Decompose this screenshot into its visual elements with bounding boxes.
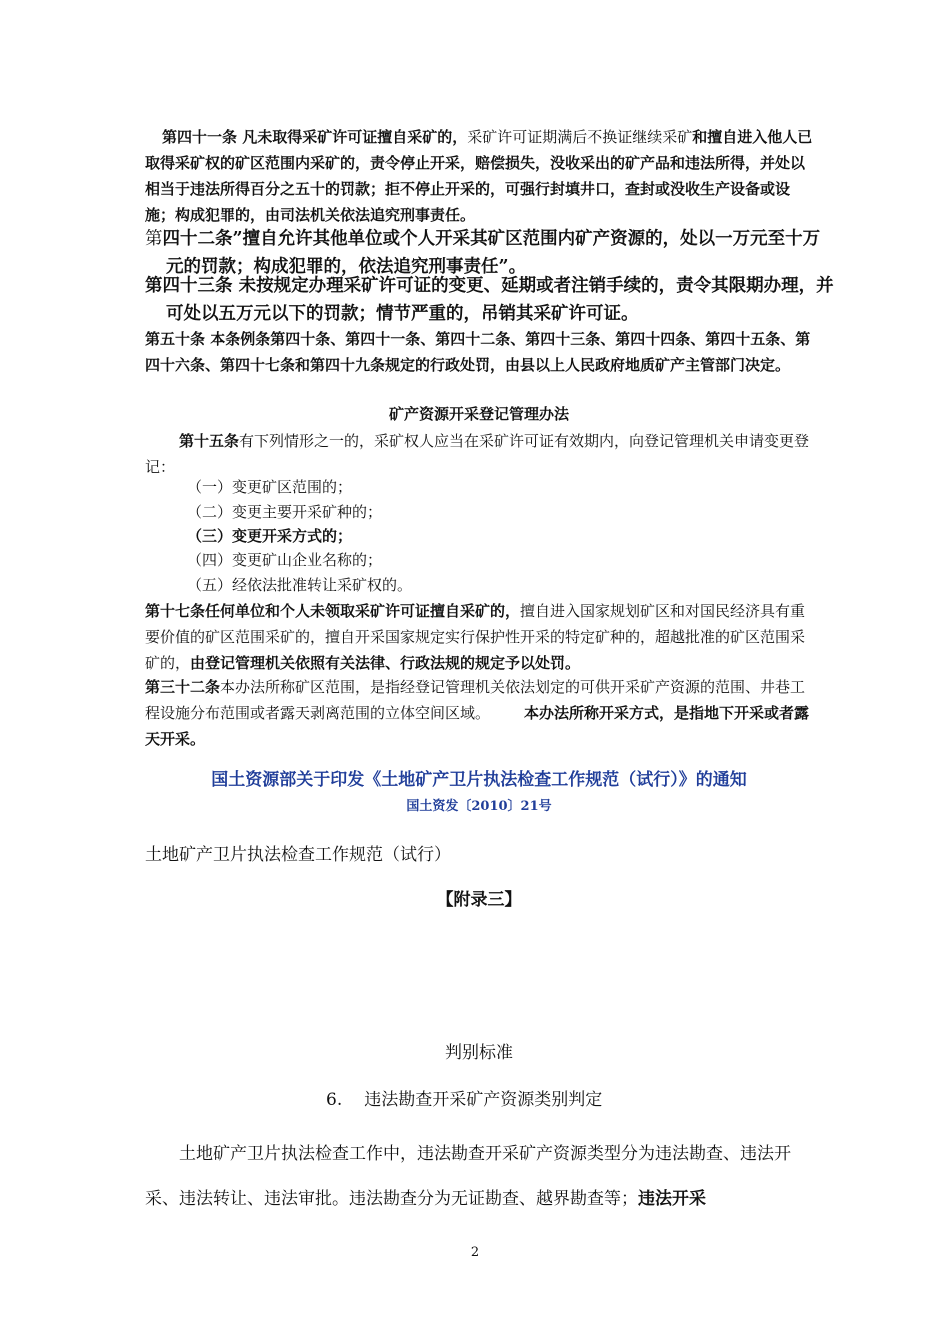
law2-article-17 <box>145 598 813 676</box>
list-item: （一）变更矿区范围的； <box>187 478 353 496</box>
appendix-label: 【附录三】 <box>436 890 522 910</box>
list-item: （五）经依法批准转让采矿权的。 <box>187 576 413 594</box>
page-number: 2 <box>470 1245 480 1260</box>
section-heading <box>326 1087 726 1113</box>
article-15-text: 有下列情形之一的，采矿权人应当在采矿许可证有效期内，向登记管理机关申请变更登记： <box>145 432 810 476</box>
section-number: 6. <box>326 1090 343 1110</box>
article-41-lead: 第四十一条 凡未取得采矿许可证擅自采矿的， <box>162 128 468 146</box>
criteria-heading: 判别标准 <box>445 1043 513 1063</box>
list-item: （三）变更开采方式的； <box>187 527 353 545</box>
article-17-mid: 擅自进入国家规划矿区和对国民经济具有重要价值的矿区范围采矿的，擅自开采国家规定实行保护性开采的特定矿种的，超越批准的矿区范围采矿的， <box>145 602 806 672</box>
law2-title: 矿产资源开采登记管理办法 <box>388 405 569 423</box>
article-17-lead: 第十七条任何单位和个人未领取采矿许可证擅自采矿的， <box>145 602 521 620</box>
article-15-lead: 第十五条 <box>179 432 240 450</box>
list-item: （二）变更主要开采矿种的； <box>187 503 383 521</box>
article-43: 第四十三条 未按规定办理采矿许可证的变更、延期或者注销手续的，责令其限期办理，并可处以五万元以下的罚款；情节严重的，吊销其采矿许可证。 <box>145 276 834 324</box>
section-paragraph-text: 土地矿产卫片执法检查工作中，违法勘查开采矿产资源类型分为违法勘查、违法开采、违法转让、违法审批。违法勘查分为无证勘查、越界勘查等； <box>145 1144 791 1209</box>
notice-subtitle: 土地矿产卫片执法检查工作规范（试行） <box>145 845 451 865</box>
notice-title: 国土资源部关于印发《土地矿产卫片执法检查工作规范（试行）》的通知 <box>211 770 747 790</box>
law2-article-15 <box>145 428 813 480</box>
article-41 <box>145 124 813 228</box>
list-item: （四）变更矿山企业名称的； <box>187 551 383 569</box>
section-paragraph-bold: 违法开采 <box>638 1189 706 1209</box>
article-42-text: 四十二条”擅自允许其他单位或个人开采其矿区范围内矿产资源的，处以一万元至十万元的罚款；构成犯罪的，依法追究刑事责任”。 <box>162 229 821 277</box>
article-41-mid: 采矿许可证期满后不换证继续采矿 <box>467 128 693 146</box>
section-paragraph <box>145 1132 813 1222</box>
article-50: 第五十条 本条例条第四十条、第四十一条、第四十二条、第四十三条、第四十四条、第四十五条、第四十六条、第四十七条和第四十九条规定的行政处罚，由县以上人民政府地质矿产主管部门决定。 <box>145 330 811 374</box>
notice-number: 国土资发〔2010〕21号 <box>406 799 552 814</box>
article-41-rest: 和擅自进入他人已取得采矿权的矿区范围内采矿的，责令停止开采，赔偿损失，没收采出的矿产品和违法所得，并处以相当于违法所得百分之五十的罚款；拒不停止开采的，可强行封填井口，查封或没收生产设备或设施；构成犯罪的，由司法机关依法追究刑事责任。 <box>145 128 813 224</box>
article-32-text: 本办法所称矿区范围，是指经登记管理机关依法划定的可供开采矿产资源的范围、井巷工程设施分布范围或者露天剥离范围的立体空间区域。 <box>145 678 806 722</box>
article-32-lead: 第三十二条 <box>145 678 221 696</box>
article-17-end: 由登记管理机关依照有关法律、行政法规的规定予以处罚。 <box>190 654 581 672</box>
law2-article-32 <box>145 674 813 752</box>
article-32-end: 本办法所称开采方式，是指地下开采或者露天开采。 <box>145 704 810 748</box>
article-42-lead: 第 <box>145 229 163 249</box>
section-title: 违法勘查开采矿产资源类别判定 <box>364 1090 603 1110</box>
